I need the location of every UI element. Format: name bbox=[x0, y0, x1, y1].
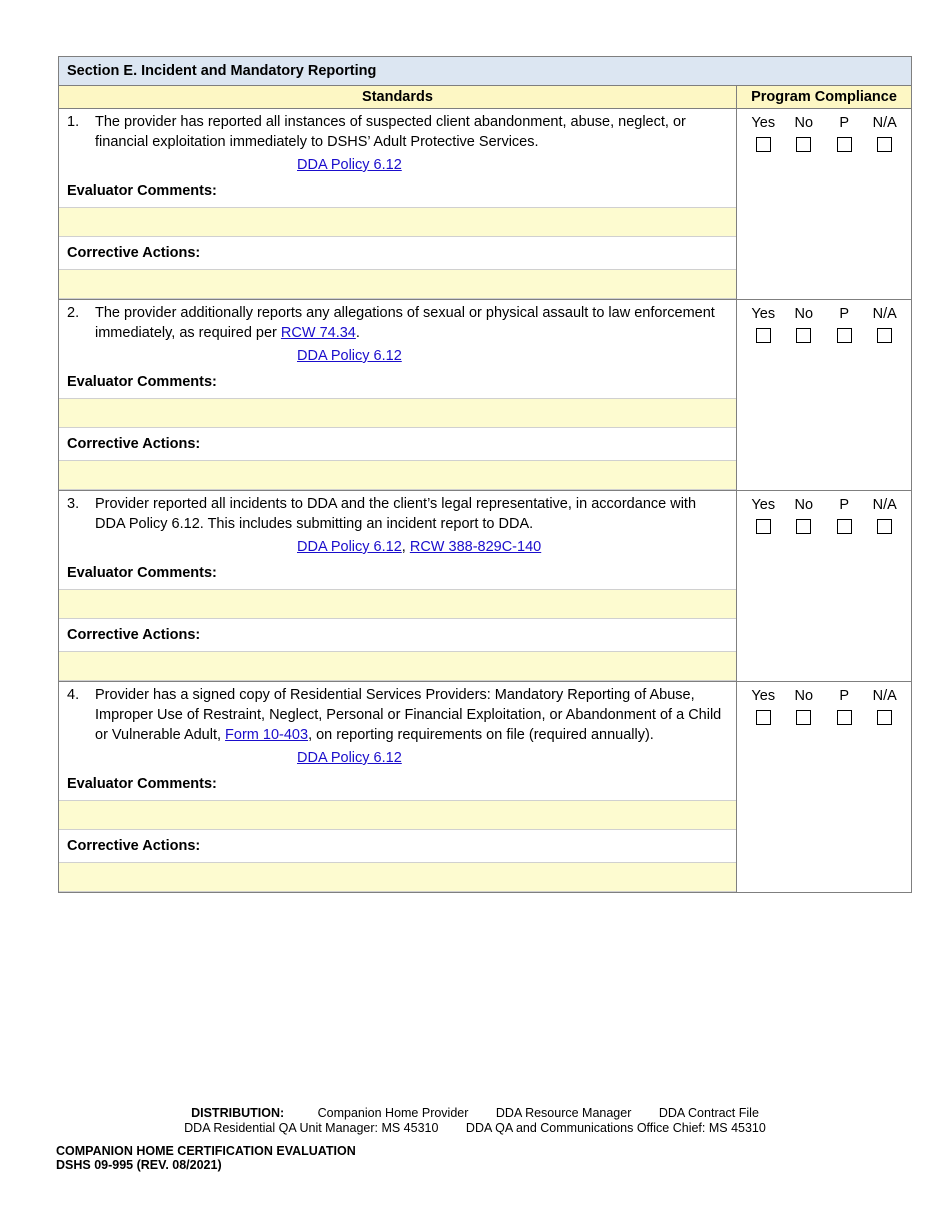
compliance-option bbox=[865, 495, 905, 534]
standard-text-part: The provider additionally reports any allegations of sexual or physical assault to law enforcement immediately, as required per bbox=[95, 305, 715, 341]
evaluator-comments-label: Evaluator Comments: bbox=[67, 565, 217, 581]
evaluator-comments-label: Evaluator Comments: bbox=[67, 374, 217, 390]
corrective-actions-field[interactable] bbox=[59, 651, 736, 681]
compliance-option-label: No bbox=[794, 306, 814, 322]
standard-question bbox=[59, 300, 736, 366]
distribution-recipient: DDA Contract File bbox=[658, 1106, 759, 1120]
standard-text bbox=[95, 112, 728, 175]
compliance-options bbox=[737, 491, 911, 534]
standard-question bbox=[59, 682, 736, 768]
evaluator-comments-field[interactable] bbox=[59, 589, 736, 619]
standard-text-part: The provider has reported all instances of suspected client abandonment, abuse, neglect, or financial exploitation immediately to DSHS’ Adult Protective Services. bbox=[95, 114, 686, 150]
standard-text-part: Provider reported all incidents to DDA and the client’s legal representative, in accordance with DDA Policy 6.12. This includes submitting an incident report to DDA. bbox=[95, 496, 697, 532]
compliance-option-label: P bbox=[839, 115, 850, 131]
corrective-actions-label: Corrective Actions: bbox=[67, 436, 201, 452]
compliance-option-label: Yes bbox=[751, 306, 776, 322]
compliance-option-label: N/A bbox=[872, 688, 897, 704]
compliance-checkbox[interactable] bbox=[877, 328, 892, 343]
compliance-checkbox[interactable] bbox=[756, 519, 771, 534]
distribution-footer bbox=[0, 1106, 950, 1136]
incident-reporting-table bbox=[58, 56, 912, 893]
compliance-checkbox[interactable] bbox=[837, 710, 852, 725]
reference-link[interactable]: Form 10-403 bbox=[225, 727, 309, 743]
standard-row bbox=[59, 300, 912, 491]
compliance-option-label: No bbox=[794, 497, 814, 513]
compliance-option-label: Yes bbox=[751, 115, 776, 131]
compliance-option bbox=[784, 113, 824, 152]
compliance-cell bbox=[737, 682, 912, 893]
compliance-option bbox=[743, 113, 783, 152]
policy-link[interactable]: DDA Policy 6.12 bbox=[297, 539, 402, 555]
standard-question bbox=[59, 491, 736, 557]
compliance-cell bbox=[737, 491, 912, 682]
items-body bbox=[59, 109, 912, 893]
standard-number: 3. bbox=[67, 496, 80, 512]
compliance-checkbox[interactable] bbox=[877, 710, 892, 725]
compliance-checkbox[interactable] bbox=[877, 137, 892, 152]
standard-row bbox=[59, 109, 912, 300]
compliance-cell bbox=[737, 109, 912, 300]
compliance-option bbox=[824, 686, 864, 725]
compliance-header: Program Compliance bbox=[737, 86, 912, 109]
corrective-actions-field[interactable] bbox=[59, 862, 736, 892]
compliance-option-label: Yes bbox=[751, 688, 776, 704]
distribution-line-1 bbox=[0, 1106, 950, 1121]
form-footer bbox=[56, 1144, 356, 1172]
evaluator-comments-field[interactable] bbox=[59, 800, 736, 830]
corrective-actions-field[interactable] bbox=[59, 269, 736, 299]
evaluator-comments-label: Evaluator Comments: bbox=[67, 183, 217, 199]
standard-row bbox=[59, 682, 912, 893]
standard-text bbox=[95, 685, 728, 768]
compliance-option bbox=[824, 113, 864, 152]
compliance-checkbox[interactable] bbox=[837, 519, 852, 534]
corrective-actions-field[interactable] bbox=[59, 460, 736, 490]
compliance-option bbox=[743, 686, 783, 725]
distribution-label: DISTRIBUTION: bbox=[191, 1106, 285, 1120]
standards-header: Standards bbox=[59, 86, 737, 109]
form-number: DSHS 09-995 (REV. 08/2021) bbox=[56, 1158, 222, 1172]
section-title: Section E. Incident and Mandatory Reporting bbox=[59, 57, 912, 86]
compliance-option bbox=[784, 304, 824, 343]
standard-number: 2. bbox=[67, 305, 80, 321]
policy-references bbox=[95, 748, 728, 768]
compliance-option-label: P bbox=[839, 497, 850, 513]
policy-references bbox=[95, 155, 728, 175]
compliance-checkbox[interactable] bbox=[877, 519, 892, 534]
compliance-checkbox[interactable] bbox=[796, 328, 811, 343]
standard-question bbox=[59, 109, 736, 175]
compliance-option bbox=[865, 113, 905, 152]
corrective-actions-label: Corrective Actions: bbox=[67, 245, 201, 261]
distribution-recipient: DDA QA and Communications Office Chief: MS 45310 bbox=[465, 1121, 766, 1135]
compliance-checkbox[interactable] bbox=[796, 137, 811, 152]
policy-link[interactable]: DDA Policy 6.12 bbox=[297, 157, 402, 173]
standard-text-part: . bbox=[355, 325, 360, 341]
compliance-option bbox=[865, 304, 905, 343]
standard-text bbox=[95, 494, 728, 557]
compliance-option-label: Yes bbox=[751, 497, 776, 513]
distribution-line-2 bbox=[0, 1121, 950, 1136]
standard-text bbox=[95, 303, 728, 366]
compliance-cell bbox=[737, 300, 912, 491]
policy-link[interactable]: DDA Policy 6.12 bbox=[297, 348, 402, 364]
compliance-option-label: N/A bbox=[872, 306, 897, 322]
standard-row bbox=[59, 491, 912, 682]
standard-number: 4. bbox=[67, 687, 80, 703]
evaluator-comments-field[interactable] bbox=[59, 398, 736, 428]
compliance-checkbox[interactable] bbox=[796, 519, 811, 534]
policy-references bbox=[95, 346, 728, 366]
corrective-actions-label: Corrective Actions: bbox=[67, 838, 201, 854]
compliance-checkbox[interactable] bbox=[756, 328, 771, 343]
evaluator-comments-field[interactable] bbox=[59, 207, 736, 237]
standard-cell bbox=[59, 682, 737, 893]
reference-link[interactable]: RCW 74.34 bbox=[280, 325, 356, 341]
compliance-option bbox=[743, 304, 783, 343]
compliance-checkbox[interactable] bbox=[796, 710, 811, 725]
policy-link[interactable]: DDA Policy 6.12 bbox=[297, 750, 402, 766]
compliance-checkbox[interactable] bbox=[837, 137, 852, 152]
compliance-option bbox=[824, 304, 864, 343]
compliance-option bbox=[743, 495, 783, 534]
compliance-checkbox[interactable] bbox=[756, 137, 771, 152]
compliance-options bbox=[737, 300, 911, 343]
compliance-option-label: N/A bbox=[872, 497, 897, 513]
evaluator-comments-label: Evaluator Comments: bbox=[67, 776, 217, 792]
form-title: COMPANION HOME CERTIFICATION EVALUATION bbox=[56, 1144, 356, 1158]
standard-cell bbox=[59, 300, 737, 491]
compliance-option-label: P bbox=[839, 306, 850, 322]
corrective-actions-label: Corrective Actions: bbox=[67, 627, 201, 643]
compliance-option-label: No bbox=[794, 688, 814, 704]
compliance-option bbox=[784, 686, 824, 725]
policy-link[interactable]: RCW 388-829C-140 bbox=[409, 539, 542, 555]
compliance-checkbox[interactable] bbox=[756, 710, 771, 725]
compliance-options bbox=[737, 682, 911, 725]
distribution-recipient: Companion Home Provider bbox=[317, 1106, 469, 1120]
standard-cell bbox=[59, 109, 737, 300]
compliance-option bbox=[784, 495, 824, 534]
compliance-option bbox=[824, 495, 864, 534]
policy-separator: , bbox=[401, 539, 410, 555]
compliance-option-label: N/A bbox=[872, 115, 897, 131]
compliance-option bbox=[865, 686, 905, 725]
compliance-option-label: P bbox=[839, 688, 850, 704]
distribution-recipient: DDA Resource Manager bbox=[495, 1106, 632, 1120]
distribution-recipient: DDA Residential QA Unit Manager: MS 45310 bbox=[184, 1121, 439, 1135]
policy-references bbox=[95, 537, 728, 557]
standard-text-part: Provider has a signed copy of Residential Services Providers: Mandatory Reporting of Abuse, Improper Use of Restraint, Neglect, Personal or Financial Exploitation, or Abandonment of a Child or Vulnerable Adult, bbox=[95, 687, 722, 743]
standard-cell bbox=[59, 491, 737, 682]
compliance-checkbox[interactable] bbox=[837, 328, 852, 343]
standard-number: 1. bbox=[67, 114, 80, 130]
compliance-option-label: No bbox=[794, 115, 814, 131]
compliance-options bbox=[737, 109, 911, 152]
standard-text-part: , on reporting requirements on file (required annually). bbox=[308, 727, 654, 743]
